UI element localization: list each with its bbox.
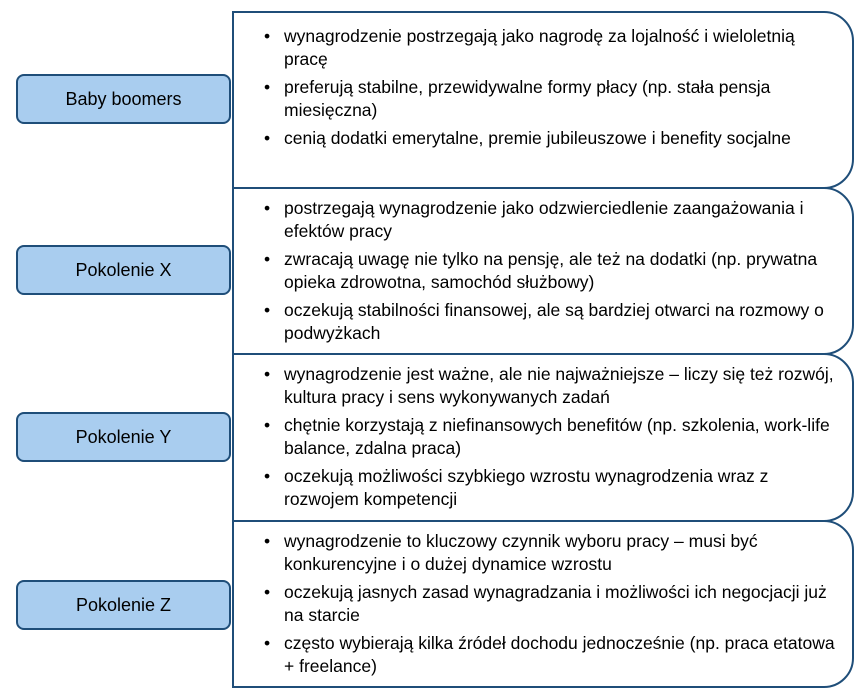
- generation-label: Pokolenie X: [75, 259, 172, 280]
- traits-list: [234, 13, 852, 150]
- bullet-icon: •: [264, 198, 271, 218]
- trait-item: • wynagrodzenie to kluczowy czynnik wyboru pracy – musi być konkurencyjne i o dużej dynamice wzrostu: [264, 531, 758, 574]
- generation-label-box: [16, 74, 231, 124]
- trait-item: • często wybierają kilka źródeł dochodu jednocześnie (np. praca etatowa + freelance): [264, 633, 835, 676]
- bullet-icon: •: [264, 77, 271, 97]
- generation-traits-box: [232, 520, 854, 688]
- traits-list: [234, 355, 852, 511]
- traits-list: [234, 522, 852, 678]
- trait-item: • wynagrodzenie postrzegają jako nagrodę za lojalność i wieloletnią pracę: [264, 26, 795, 69]
- trait-item: • postrzegają wynagrodzenie jako odzwierciedlenie zaangażowania i efektów pracy: [264, 198, 804, 241]
- trait-item: • preferują stabilne, przewidywalne formy płacy (np. stała pensja miesięczna): [264, 77, 771, 120]
- bullet-icon: •: [264, 531, 271, 551]
- generation-label: Pokolenie Z: [75, 594, 172, 615]
- bullet-icon: •: [264, 249, 271, 269]
- bullet-icon: •: [264, 466, 271, 486]
- bullet-icon: •: [264, 300, 271, 320]
- trait-item: • chętnie korzystają z niefinansowych benefitów (np. szkolenia, work-life balance, zdalna praca): [264, 415, 830, 458]
- bullet-icon: •: [264, 415, 271, 435]
- trait-item: • wynagrodzenie jest ważne, ale nie najważniejsze – liczy się też rozwój, kultura pracy i sens wykonywanych zadań: [264, 364, 834, 407]
- trait-item: • oczekują jasnych zasad wynagradzania i możliwości ich negocjacji już na starcie: [264, 582, 827, 625]
- generation-label-box: [16, 580, 231, 630]
- generation-label: Pokolenie Y: [75, 426, 172, 447]
- generation-label: Baby boomers: [65, 88, 182, 109]
- traits-list: [234, 189, 852, 345]
- generation-label-box: [16, 412, 231, 462]
- bullet-icon: •: [264, 26, 271, 46]
- bullet-icon: •: [264, 128, 271, 148]
- trait-item: • oczekują stabilności finansowej, ale są bardziej otwarci na rozmowy o podwyżkach: [264, 300, 824, 343]
- bullet-icon: •: [264, 582, 271, 602]
- generation-traits-box: [232, 353, 854, 522]
- trait-item: • cenią dodatki emerytalne, premie jubileuszowe i benefity socjalne: [264, 128, 791, 148]
- generation-traits-box: [232, 187, 854, 355]
- trait-item: • zwracają uwagę nie tylko na pensję, ale też na dodatki (np. prywatna opieka zdrowotna, samochód służbowy): [264, 249, 818, 292]
- bullet-icon: •: [264, 633, 271, 653]
- generation-label-box: [16, 245, 231, 295]
- trait-item: • oczekują możliwości szybkiego wzrostu wynagrodzenia wraz z rozwojem kompetencji: [264, 466, 769, 509]
- generation-traits-box: [232, 11, 854, 189]
- bullet-icon: •: [264, 364, 271, 384]
